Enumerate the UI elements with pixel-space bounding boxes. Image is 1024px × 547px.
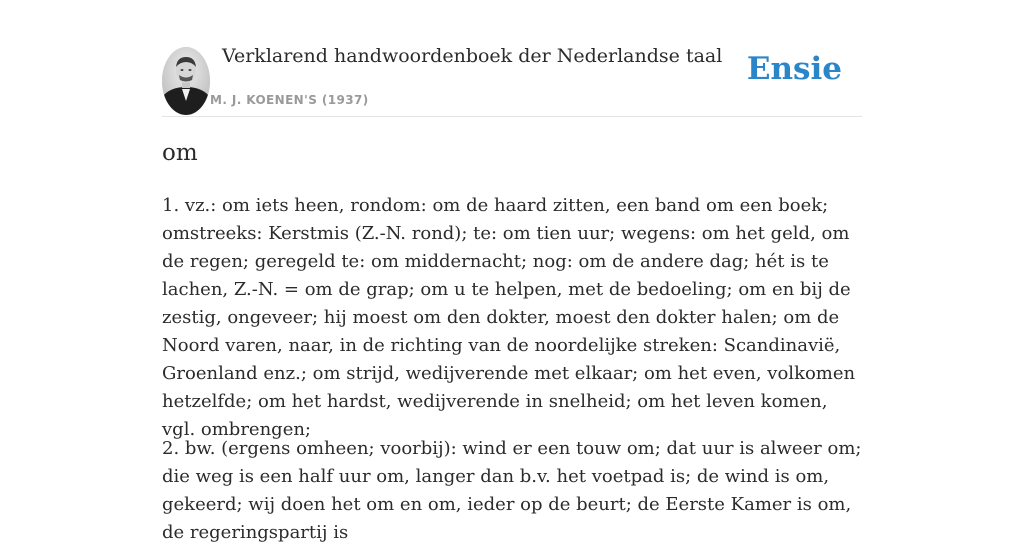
page — [162, 0, 862, 543]
definition-2: 2. bw. (ergens omheen; voorbij): wind er een touw om; dat uur is alweer om; die weg is een half uur om, langer dan b.v. het voetpad is; de wind is om, gekeerd; wij doen het om en om, ieder op de beurt; de Eerste Kamer is om, de regeringspartij is — [162, 438, 862, 543]
definition-1: 1. vz.: om iets heen, rondom: om de haard zitten, een band om een boek; omstreeks: Kerstmis (Z.-N. rond); te: om tien uur; wegens: om het geld, om de regen; geregeld te: om middernacht; nog: om de andere dag; hét is te lachen, Z.-N. = om de grap; om u te helpen, met de bedoeling; om en bij de zestig, ongeveer; hij moest om den dokter, moest den dokter halen; om de Noord varen, naar, in de richting van de noordelijke streken: Scandinavië, Groenland enz.; om strijd, wedijverende met elkaar; om het even, volkomen hetzelfde; om het hardst, wedijverende in snelheid; om het leven komen, vgl. ombrengen; — [162, 195, 856, 440]
dictionary-header — [162, 0, 862, 117]
author-portrait — [162, 47, 210, 115]
book-title: Verklarend handwoordenboek der Nederlandse taal — [222, 45, 723, 67]
ensie-logo[interactable]: Ensie — [746, 51, 842, 87]
book-author: M. J. KOENEN'S (1937) — [210, 93, 369, 107]
headword: om — [162, 140, 198, 166]
